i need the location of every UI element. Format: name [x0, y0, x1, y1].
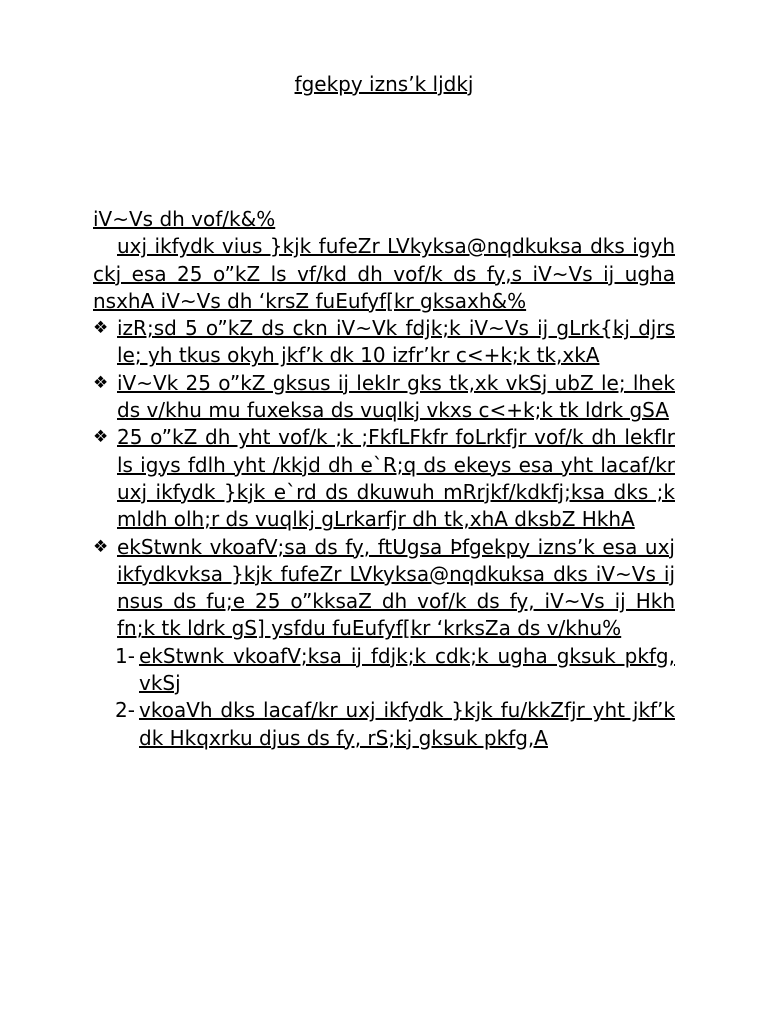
bullet-text: izR;sd 5 o”kZ ds ckn iV~Vk fdjk;k iV~Vs ij gLrk{kj djrs le; yh tkus okyh jkf’k dk 10 izfr’kr c<+k;k tk,xkA: [117, 316, 675, 368]
list-item: [93, 370, 675, 425]
bullet-text: 25 o”kZ dh yht vof/k ;k ;FkfLFkfr foLrkfjr vof/k dh lekfIr ls igys fdlh yht /kkjd dh e`R;q ds ekeys esa yht lacaf/kr uxj ikfydk }kjk e`rd ds dkuwuh mRrjkf/kdkfj;ksa dks ;k mldh olh;r ds vuqlkj gLrkarfjr dh tk,xhA dksbZ HkhA: [117, 425, 675, 532]
list-number: 2-: [115, 698, 135, 723]
list-item: [93, 424, 675, 533]
numbered-text: vkoaVh dks lacaf/kr uxj ikfydk }kjk fu/kkZfjr yht jkf’k dk Hkqxrku djus ds fy, rS;kj gksuk pkfg,A: [139, 698, 675, 750]
numbered-text: ekStwnk vkoafV;ksa ij fdjk;k cdk;k ugha gksuk pkfg, vkSj: [139, 643, 675, 696]
document-title: fgekpy izns’k ljdkj: [294, 72, 474, 96]
diamond-bullet-icon: ❖: [93, 372, 109, 393]
bullet-text: ekStwnk vkoafV;sa ds fy, ftUgsa Þfgekpy izns’k esa uxj ikfydkvksa }kjk fufeZr LVkyksa@nqdkuksa dks iV~Vs ij nsus ds fu;e 25 o”kksaZ dh vof/k ds fy, iV~Vs ij Hkh fn;k tk ldrk gS] ysfdu fuEufyf[kr ‘krksZa ds v/khu%: [117, 534, 675, 641]
numbered-list: [93, 643, 675, 752]
document-body: [93, 206, 675, 752]
list-item: [93, 534, 675, 643]
list-item: [93, 643, 675, 698]
diamond-bullet-icon: ❖: [93, 536, 109, 557]
list-item: [93, 697, 675, 752]
diamond-bullet-icon: ❖: [93, 318, 109, 339]
bullet-text: iV~Vk 25 o”kZ gksus ij lekIr gks tk,xk vkSj ubZ le; lhek ds v/khu mu fuxeksa ds vuqlkj vkxs c<+k;k tk ldrk gSA: [117, 370, 675, 423]
section-heading: iV~Vs dh vof/k&%: [93, 207, 276, 231]
diamond-bullet-icon: ❖: [93, 427, 109, 448]
bullet-list: [93, 315, 675, 643]
intro-paragraph: uxj ikfydk vius }kjk fufeZr LVkyksa@nqdkuksa dks igyh ckj esa 25 o”kZ ls vf/kd dh vof/k ds fy,s iV~Vs ij ugha nsxhA iV~Vs dh ‘krsZ fuEufyf[kr gksaxh&%: [93, 234, 675, 313]
list-item: [93, 315, 675, 370]
list-number: 1-: [115, 643, 135, 668]
